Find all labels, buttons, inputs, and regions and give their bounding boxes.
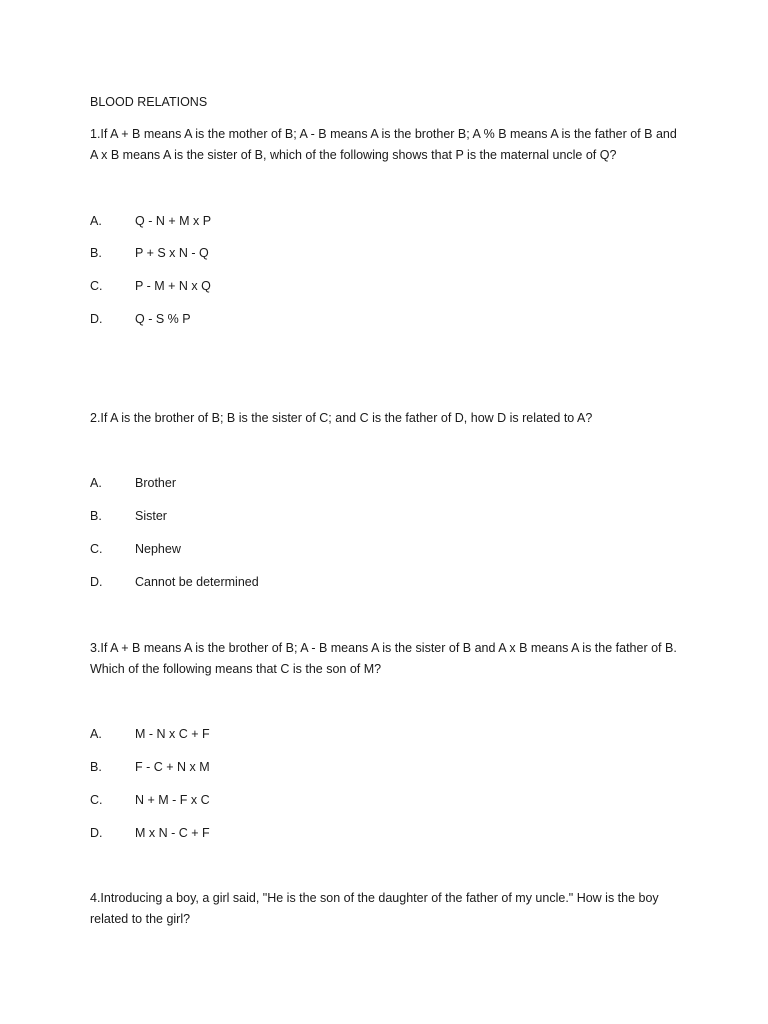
question-3-option-d	[90, 825, 650, 841]
question-1-option-b	[90, 245, 650, 261]
question-2-option-b	[90, 508, 650, 524]
question-1-option-d	[90, 311, 650, 327]
option-letter: A.	[90, 727, 102, 741]
option-letter: C.	[90, 279, 103, 293]
option-text: Cannot be determined	[135, 575, 259, 589]
question-1-option-c	[90, 278, 650, 294]
option-text: P - M + N x Q	[135, 279, 211, 293]
page-title: BLOOD RELATIONS	[90, 95, 208, 109]
question-2-text: 2.If A is the brother of B; B is the sister of C; and C is the father of D, how D is related to A?	[90, 411, 593, 425]
question-2-option-c	[90, 541, 650, 557]
question-1-option-a	[90, 213, 650, 229]
option-text: M - N x C + F	[135, 727, 210, 741]
option-text: M x N - C + F	[135, 826, 210, 840]
option-letter: B.	[90, 246, 102, 260]
option-letter: C.	[90, 542, 103, 556]
option-text: N + M - F x C	[135, 793, 210, 807]
option-letter: D.	[90, 575, 103, 589]
question-4-text: 4.Introducing a boy, a girl said, "He is the son of the daughter of the father of my uncle." How is the boy related to the girl?	[90, 891, 659, 926]
option-letter: D.	[90, 312, 103, 326]
question-3-option-c	[90, 792, 650, 808]
option-letter: D.	[90, 826, 103, 840]
question-3-option-b	[90, 759, 650, 775]
option-letter: B.	[90, 509, 102, 523]
option-text: Nephew	[135, 542, 181, 556]
question-1-text: 1.If A + B means A is the mother of B; A - B means A is the brother B; A % B means A is the father of B and A x B means A is the sister of B, which of the following shows that P is the maternal uncle of Q?	[90, 127, 677, 162]
option-text: Sister	[135, 509, 167, 523]
question-2-option-d	[90, 574, 650, 590]
option-text: Q - N + M x P	[135, 214, 212, 228]
option-text: F - C + N x M	[135, 760, 210, 774]
option-letter: C.	[90, 793, 103, 807]
option-text: Brother	[135, 476, 176, 490]
option-text: P + S x N - Q	[135, 246, 209, 260]
question-3-option-a	[90, 726, 650, 742]
option-letter: B.	[90, 760, 102, 774]
option-letter: A.	[90, 476, 102, 490]
option-text: Q - S % P	[135, 312, 191, 326]
option-letter: A.	[90, 214, 102, 228]
question-3-text: 3.If A + B means A is the brother of B; A - B means A is the sister of B and A x B means A is the father of B. Which of the following means that C is the son of M?	[90, 641, 677, 676]
question-2-option-a	[90, 475, 650, 491]
